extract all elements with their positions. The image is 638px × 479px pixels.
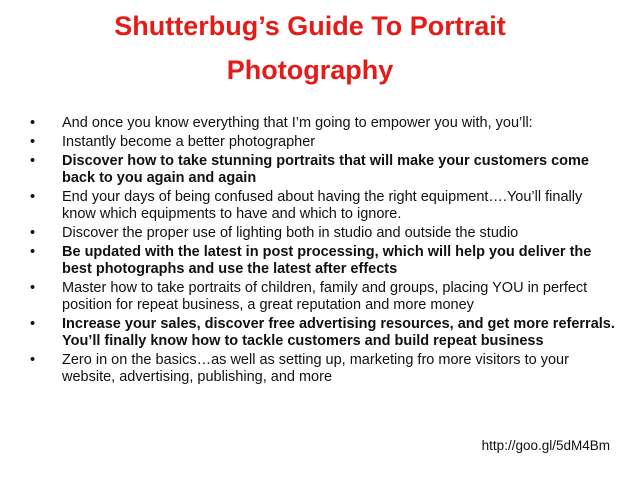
bullet-dot: • [30, 280, 36, 296]
bullet-item [30, 134, 620, 151]
bullet-dot: • [30, 115, 36, 131]
slide-title [60, 4, 560, 92]
bullet-list [30, 115, 620, 388]
bullet-text: And once you know everything that I’m going to empower you with, you’ll: [62, 115, 533, 131]
bullet-item [30, 352, 620, 386]
bullet-item [30, 225, 620, 242]
bullet-text: End your days of being confused about having the right equipment….You’ll finally know which equipments to have and which to ignore. [62, 189, 583, 222]
bullet-item [30, 280, 620, 314]
bullet-dot: • [30, 225, 36, 241]
bullet-text: Be updated with the latest in post processing, which will help you deliver the best photographs and use the latest after effects [62, 244, 592, 277]
bullet-dot: • [30, 352, 36, 368]
bullet-item [30, 189, 620, 223]
bullet-item [30, 244, 620, 278]
bullet-text: Zero in on the basics…as well as setting up, marketing fro more visitors to your website, advertising, publishing, and more [62, 352, 569, 385]
bullet-dot: • [30, 244, 36, 260]
bullet-dot: • [30, 189, 36, 205]
bullet-item [30, 115, 620, 132]
bullet-text: Increase your sales, discover free advertising resources, and get more referrals. You’ll finally know how to tackle customers and build repeat business [62, 316, 615, 349]
title-line-2: Photography [226, 55, 394, 85]
bullet-dot: • [30, 316, 36, 332]
bullet-text: Discover the proper use of lighting both in studio and outside the studio [62, 225, 519, 241]
source-link[interactable]: http://goo.gl/5dM4Bm [481, 438, 610, 453]
bullet-dot: • [30, 153, 36, 169]
bullet-item [30, 316, 620, 350]
bullet-text: Instantly become a better photographer [62, 134, 316, 150]
bullet-item [30, 153, 620, 187]
title-line-1: Shutterbug’s Guide To Portrait [114, 11, 506, 41]
bullet-dot: • [30, 134, 36, 150]
bullet-text: Discover how to take stunning portraits that will make your customers come back to you again and again [62, 153, 589, 186]
bullet-text: Master how to take portraits of children, family and groups, placing YOU in perfect position for repeat business, a great reputation and more money [62, 280, 588, 313]
